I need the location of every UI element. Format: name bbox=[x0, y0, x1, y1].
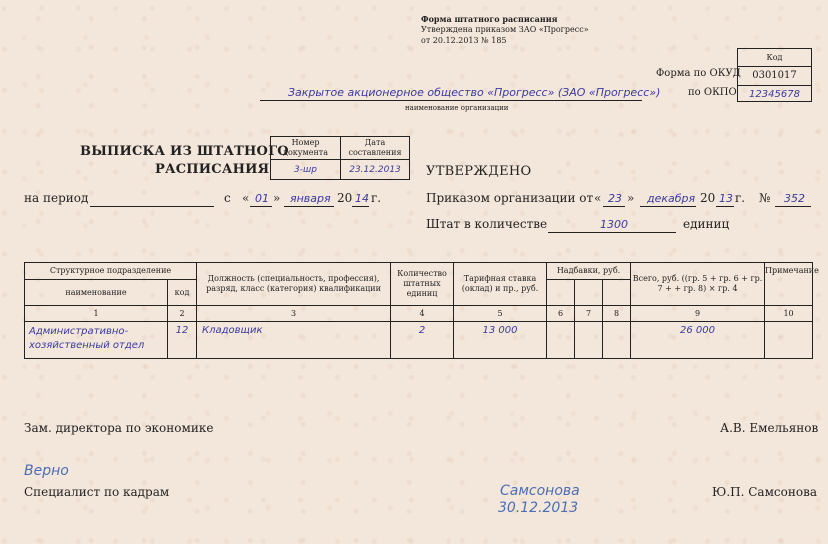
column-number: 8 bbox=[603, 306, 631, 322]
staff-label: Штат в количестве bbox=[426, 217, 548, 231]
order-number: 352 bbox=[784, 192, 805, 205]
approved-label: УТВЕРЖДЕНО bbox=[426, 164, 532, 179]
period-quote-open: « bbox=[242, 191, 250, 205]
staff-unit: единиц bbox=[683, 217, 730, 231]
document-title-line2: РАСПИСАНИЯ bbox=[155, 162, 270, 177]
period-year-suffix: 14 bbox=[355, 192, 369, 205]
order-number-underline bbox=[775, 206, 811, 207]
staff-count-underline bbox=[548, 232, 676, 233]
order-year-suffix: 13 bbox=[719, 192, 733, 205]
staffing-table bbox=[24, 262, 819, 359]
staff-count: 1300 bbox=[600, 218, 628, 231]
period-day-underline bbox=[250, 206, 272, 207]
form-name: Форма штатного расписания bbox=[421, 14, 558, 24]
count-cell: 2 bbox=[391, 322, 454, 359]
order-number-sign: № bbox=[759, 191, 771, 205]
document-date-header: Дата составления bbox=[341, 137, 410, 160]
period-blank-underline bbox=[90, 206, 214, 207]
order-day-underline bbox=[603, 206, 625, 207]
note-header: Примечание bbox=[765, 263, 813, 306]
period-year-underline bbox=[352, 206, 369, 207]
order-label: Приказом организации от bbox=[426, 191, 594, 205]
period-quote-close: » bbox=[273, 191, 281, 205]
period-year-prefix: 20 bbox=[337, 191, 353, 205]
order-quote-close: » bbox=[627, 191, 635, 205]
verified-mark: Верно bbox=[24, 463, 69, 479]
order-year-unit: г. bbox=[735, 191, 746, 205]
order-year-prefix: 20 bbox=[700, 191, 716, 205]
rate-cell: 13 000 bbox=[454, 322, 547, 359]
order-date: от 20.12.2013 № 185 bbox=[421, 36, 507, 45]
document-number-value: 3-шр bbox=[271, 160, 341, 180]
period-label: на период bbox=[24, 191, 89, 205]
order-year-underline bbox=[716, 206, 734, 207]
table-row bbox=[25, 322, 813, 359]
column-number: 5 bbox=[454, 306, 547, 322]
order-month: декабря bbox=[647, 192, 696, 205]
organization-name: Закрытое акционерное общество «Прогресс» (ЗАО «Прогресс») bbox=[288, 86, 661, 99]
note-cell bbox=[765, 322, 813, 359]
allowances-header: Надбавки, руб. bbox=[547, 263, 631, 280]
position-cell: Кладовщик bbox=[197, 322, 391, 359]
position-header: Должность (специальность, профессия), разряд, класс (категория) квалификации bbox=[197, 263, 391, 306]
okpo-label: по ОКПО bbox=[688, 87, 737, 98]
okud-value: 0301017 bbox=[738, 67, 811, 86]
specialist-signature: Самсонова bbox=[500, 483, 580, 499]
specialist-sign-date: 30.12.2013 bbox=[498, 500, 579, 516]
allowance-col8-cell bbox=[603, 322, 631, 359]
column-number: 3 bbox=[197, 306, 391, 322]
structural-unit-header: Структурное подразделение bbox=[25, 263, 197, 280]
unit-code-cell: 12 bbox=[168, 322, 197, 359]
okpo-value: 12345678 bbox=[749, 89, 800, 100]
total-cell: 26 000 bbox=[631, 322, 765, 359]
document-title-line1: ВЫПИСКА ИЗ ШТАТНОГО bbox=[80, 144, 289, 159]
allowance-col6-header bbox=[547, 280, 575, 306]
document-number-header: Номер документа bbox=[271, 137, 341, 160]
column-number: 7 bbox=[575, 306, 603, 322]
deputy-title: Зам. директора по экономике bbox=[24, 421, 214, 435]
column-number: 4 bbox=[391, 306, 454, 322]
specialist-title: Специалист по кадрам bbox=[24, 485, 170, 499]
allowance-col8-header bbox=[603, 280, 631, 306]
column-number: 6 bbox=[547, 306, 575, 322]
count-header: Количество штатных единиц bbox=[391, 263, 454, 306]
order-day: 23 bbox=[608, 192, 622, 205]
allowance-col7-header bbox=[575, 280, 603, 306]
column-number: 9 bbox=[631, 306, 765, 322]
column-number: 2 bbox=[168, 306, 197, 322]
unit-name-header: наименование bbox=[25, 280, 168, 306]
column-number: 10 bbox=[765, 306, 813, 322]
period-month: января bbox=[290, 192, 331, 205]
specialist-name: Ю.П. Самсонова bbox=[712, 485, 817, 499]
order-quote-open: « bbox=[594, 191, 602, 205]
organization-caption: наименование организации bbox=[405, 104, 509, 112]
unit-code-header: код bbox=[168, 280, 197, 306]
allowance-col6-cell bbox=[547, 322, 575, 359]
column-numbers-row bbox=[25, 306, 813, 322]
allowance-col7-cell bbox=[575, 322, 603, 359]
total-header: Всего, руб. ((гр. 5 + гр. 6 + гр. 7 + + гр. 8) × гр. 4 bbox=[631, 263, 765, 306]
codes-title: Код bbox=[738, 49, 811, 67]
order-month-underline bbox=[640, 206, 696, 207]
period-day: 01 bbox=[255, 192, 269, 205]
document-date-value: 23.12.2013 bbox=[341, 160, 410, 180]
document-number-date-table bbox=[270, 136, 410, 180]
column-number: 1 bbox=[25, 306, 168, 322]
approved-by-order: Утверждена приказом ЗАО «Прогресс» bbox=[421, 25, 589, 34]
okud-label: Форма по ОКУД bbox=[656, 68, 741, 79]
period-month-underline bbox=[284, 206, 334, 207]
organization-underline bbox=[260, 100, 642, 101]
rate-header: Тарифная ставка (оклад) и пр., руб. bbox=[454, 263, 547, 306]
deputy-name: А.В. Емельянов bbox=[720, 421, 819, 435]
period-year-unit: г. bbox=[371, 191, 382, 205]
codes-box bbox=[737, 48, 812, 102]
period-from-label: с bbox=[224, 191, 231, 205]
unit-name-cell: Административно-хозяйственный отдел bbox=[25, 322, 168, 359]
